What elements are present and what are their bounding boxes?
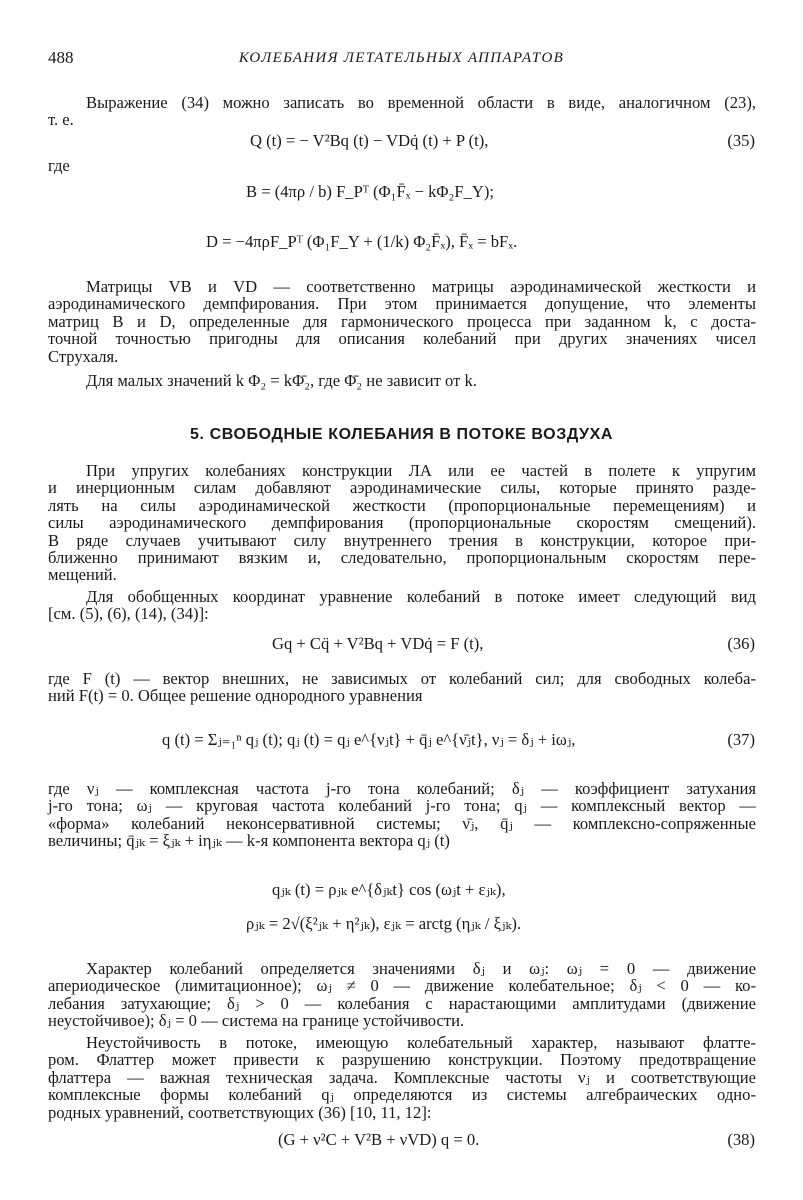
equation-b-matrix: B = (4πρ / b) F_Pᵀ (Φ₁F̄ₓ − kΦ₂F_Y); [246, 182, 494, 201]
paragraph-complex-frequency: где νⱼ — комплексная частота j-го тона колебаний; δⱼ — коэффициент затухания j-го тона; ωⱼ — круговая частота колебаний j-го тона; qⱼ — комплексный вектор — «форма» колебаний неконсервативной системы; ν̄ⱼ, q̄ⱼ — комплексно-сопряженные величины; q̄ⱼₖ = ξⱼₖ + iηⱼₖ — k-я компонента вектора qⱼ (t) [48, 779, 756, 851]
section-heading: 5. СВОБОДНЫЕ КОЛЕБАНИЯ В ПОТОКЕ ВОЗДУХА [189, 426, 614, 443]
paragraph-small-k: Для малых значений k Φ₂ = kΦ̄₂, где Φ̄₂ не зависит от k. [86, 371, 477, 390]
intro-paragraph: Выражение (34) можно записать во временной области в виде, аналогичном (23), т. е. [48, 93, 756, 130]
equation-35: Q (t) = − V²Bq (t) − VDq̇ (t) + P (t), [250, 131, 489, 150]
equation-rho-epsilon: ρⱼₖ = 2√(ξ²ⱼₖ + η²ⱼₖ), εⱼₖ = arctg (ηⱼₖ / ξⱼₖ). [246, 914, 522, 933]
where-label: где [48, 156, 70, 175]
equation-36: Gq + Cq̈ + V²Bq + VDq̇ = F (t), [272, 634, 484, 653]
paragraph-matrices: Матрицы VB и VD — соответственно матрицы аэродинамической жесткости и аэродинамического демпфирования. При этом принимается допущение, что элементы матриц B и D, определенные для гармонического процесса при заданном k, с доста- точной точностью пригодны для описания колебаний при других значениях чисел Струхаля. [48, 277, 756, 366]
equation-d-matrix: D = −4πρF_Pᵀ (Φ₁F_Y + (1/k) Φ₂F̄ₓ), F̄ₓ = bFₓ. [206, 232, 518, 251]
paragraph-elastic-vibrations: При упругих колебаниях конструкции ЛА или ее частей в полете к упругим и инерционным силам добавляют аэродинамические силы, которые принято разде- лять на силы аэродинамической жесткости (пропорциональные перемещениям) и силы аэродинамического демпфирования (пропорциональные скоростям смещений). В ряде случаев учитывают силу внутреннего трения в конструкции, которое при- ближенно принимают вязким и, следовательно, пропорциональным скоростям пере- мещений. [48, 461, 756, 585]
equation-35-number: (35) [727, 131, 755, 150]
equation-38-number: (38) [727, 1130, 755, 1149]
equation-36-number: (36) [727, 634, 755, 653]
paragraph-generalized-coordinates: Для обобщенных координат уравнение колебаний в потоке имеет следующий вид [см. (5), (6), (14), (34)]: [48, 587, 756, 624]
equation-37-number: (37) [727, 730, 755, 749]
equation-qjk: qⱼₖ (t) = ρⱼₖ e^{δⱼₖt} cos (ωⱼt + εⱼₖ), [272, 880, 506, 899]
paragraph-flutter: Неустойчивость в потоке, имеющую колебательный характер, называют флатте- ром. Флаттер может привести к разрушению конструкции. Поэтому предотвращение флаттера — важная техническая задача. Комплексные частоты νⱼ и соответствующие комплексные формы колебаний qⱼ определяются из системы алгебраических одно- родных уравнений, соответствующих (36) [10, 11, 12]: [48, 1033, 756, 1122]
paragraph-external-forces: где F (t) — вектор внешних, не зависимых от колебаний сил; для свободных колеба- ний F(t) = 0. Общее решение однородного уравнения [48, 669, 756, 706]
equation-38: (G + ν²C + V²B + νVD) q = 0. [278, 1130, 480, 1149]
equation-37: q (t) = Σⱼ₌₁ⁿ qⱼ (t); qⱼ (t) = qⱼ e^{νⱼt} + q̄ⱼ e^{ν̄ⱼt}, νⱼ = δⱼ + iωⱼ, [162, 730, 576, 749]
page-number: 488 [48, 48, 74, 67]
running-head: КОЛЕБАНИЯ ЛЕТАТЕЛЬНЫХ АППАРАТОВ [238, 50, 565, 66]
paragraph-vibration-character: Характер колебаний определяется значениями δⱼ и ωⱼ: ωⱼ = 0 — движение апериодическое (лимитационное); ωⱼ ≠ 0 — движение колебательное; δⱼ < 0 — ко- лебания затухающие; δⱼ > 0 — колебания с нарастающими амплитудами (движение неустойчивое); δⱼ = 0 — система на границе устойчивости. [48, 959, 756, 1031]
